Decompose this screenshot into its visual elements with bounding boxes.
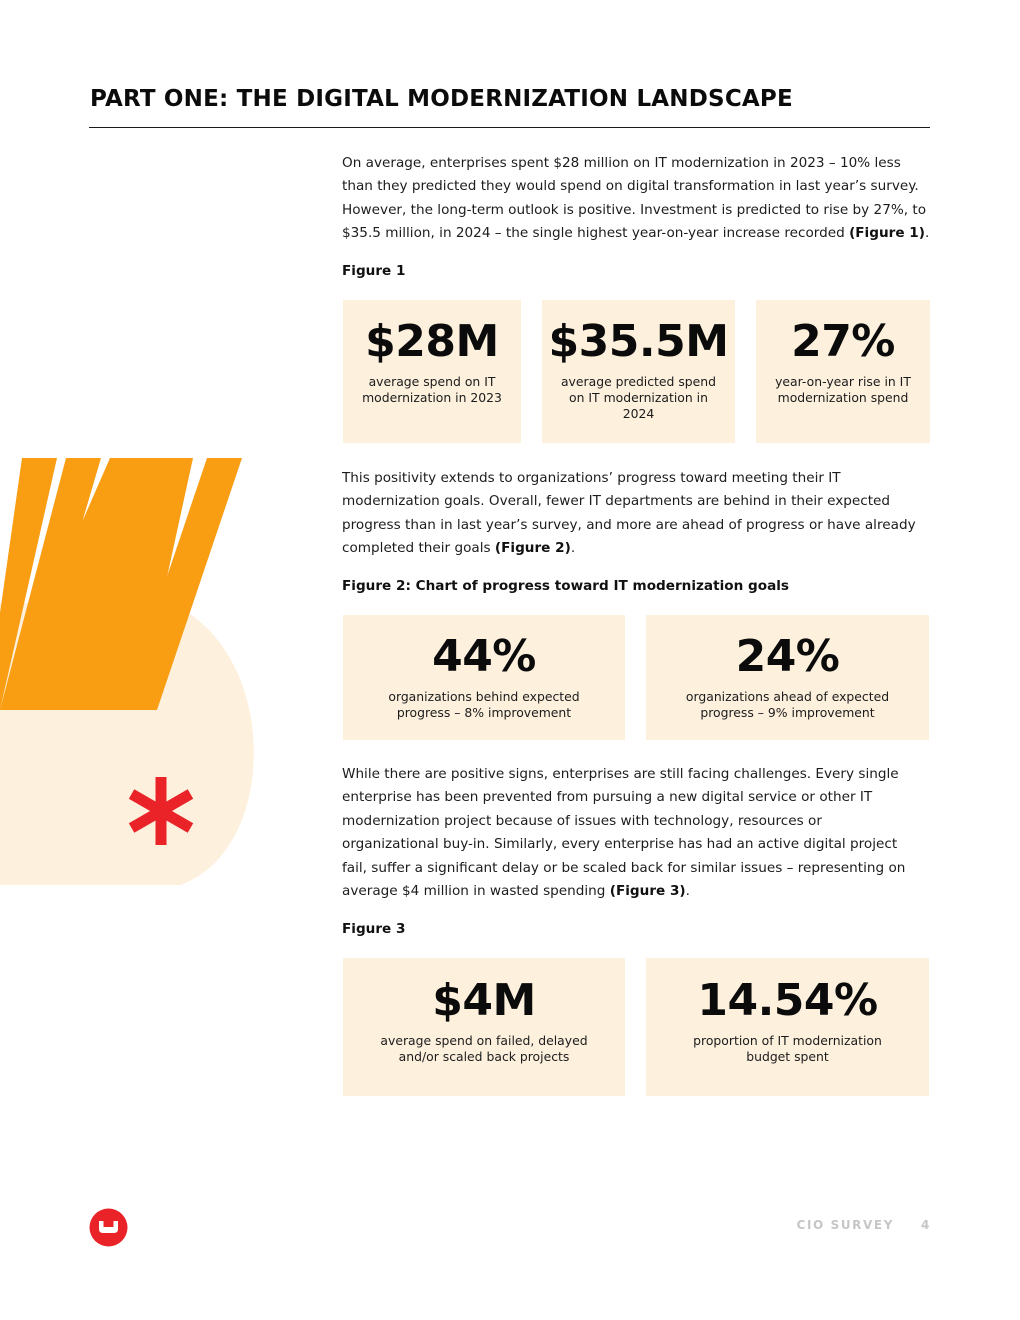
challenges-paragraph	[342, 763, 914, 903]
page-title: PART ONE: THE DIGITAL MODERNIZATION LANDSCAPE	[90, 86, 793, 112]
title-divider	[89, 127, 930, 128]
stat-card-yoy-rise	[756, 300, 930, 443]
challenges-text: While there are positive signs, enterprises are still facing challenges. Every single enterprise has been prevented from pursuing a new digital service or other IT modernization project because of issues with technology, resources or organizational buy-in. Similarly, every enterprise has had an active digital project fail, suffer a significant delay or be scaled back for similar issues – representing on average $4 million in wasted spending	[342, 766, 906, 900]
stat-value: $28M	[365, 316, 499, 367]
stat-value: $35.5M	[548, 316, 729, 367]
figure-3-label: Figure 3	[342, 921, 406, 937]
page-number: 4	[921, 1218, 930, 1232]
progress-paragraph	[342, 467, 932, 561]
stat-card-spend-2023	[343, 300, 521, 443]
intro-paragraph	[342, 152, 934, 246]
figure-2-label: Figure 2: Chart of progress toward IT modernization goals	[342, 578, 790, 594]
stat-card-wasted-spend	[343, 958, 625, 1096]
intro-end: .	[924, 225, 930, 242]
figure-3-reference: (Figure 3)	[609, 883, 686, 900]
figure-2-reference: (Figure 2)	[494, 540, 571, 557]
stat-card-budget-proportion	[646, 958, 929, 1096]
stat-label: average spend on failed, delayed and/or scaled back projects	[380, 1033, 588, 1064]
stat-card-ahead	[646, 615, 929, 740]
progress-text: This positivity extends to organizations’ progress toward meeting their IT modernization goals. Overall, fewer IT departments are behind in their expected progress than in last year’s survey, and more are ahead of progress or have already completed their goals	[342, 470, 916, 557]
brand-logo-icon	[89, 1208, 128, 1247]
stat-value: 14.54%	[697, 975, 878, 1026]
figure-1-reference: (Figure 1)	[849, 225, 925, 242]
figure-1-label: Figure 1	[342, 263, 406, 279]
stat-card-behind	[343, 615, 625, 740]
intro-text: On average, enterprises spent $28 million on IT modernization in 2023 – 10% less than they predicted they would spend on digital transformation in last year’s survey. However, the long-term outlook is positive. Investment is predicted to rise by 27%, to $35.5 million, in 2024 – the single highest year-on-year increase recorded	[342, 155, 927, 242]
stat-label: organizations ahead of expected progress – 9% improvement	[685, 689, 890, 720]
stat-value: $4M	[432, 975, 536, 1026]
stat-label: year-on-year rise in IT modernization spend	[775, 374, 911, 405]
stat-label: average spend on IT modernization in 2023	[362, 374, 502, 405]
stat-card-spend-2024	[542, 300, 735, 443]
progress-end: .	[570, 540, 576, 557]
stat-value: 24%	[735, 631, 840, 682]
stat-label: proportion of IT modernization budget spent	[693, 1033, 882, 1064]
stat-value: 44%	[432, 631, 536, 682]
stat-value: 27%	[791, 316, 895, 367]
challenges-end: .	[685, 883, 690, 900]
decorative-graphic	[0, 455, 260, 887]
stat-label: average predicted spend on IT modernization in 2024	[560, 374, 717, 421]
footer-title: CIO SURVEY	[796, 1218, 894, 1232]
stat-label: organizations behind expected progress – 8% improvement	[388, 689, 580, 720]
